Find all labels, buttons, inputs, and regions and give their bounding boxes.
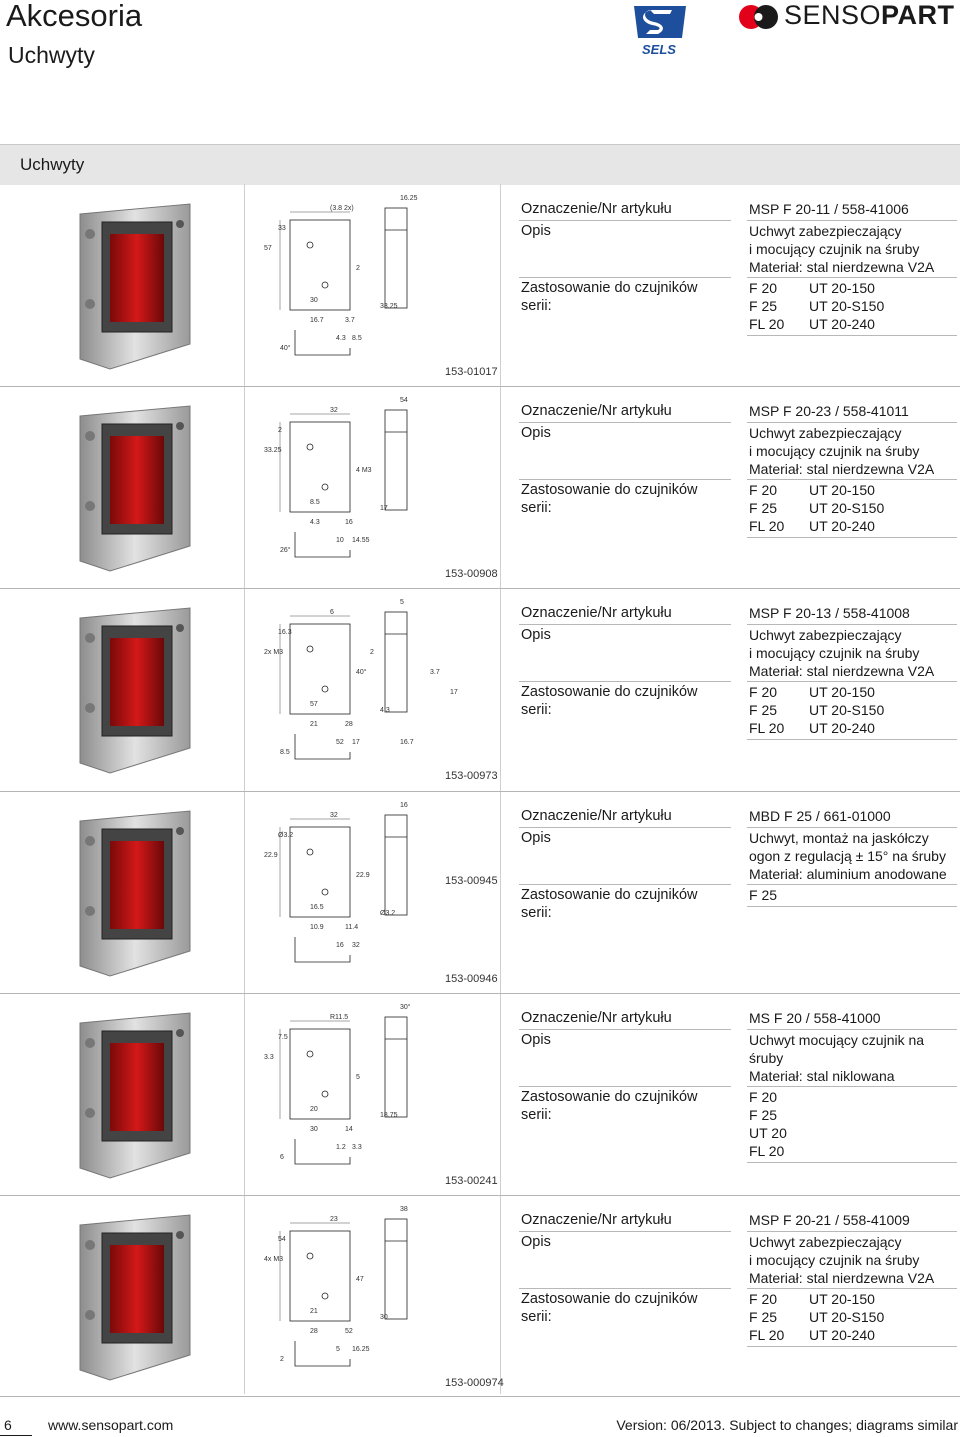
dimension-label: 40° xyxy=(356,669,367,676)
technical-drawing xyxy=(250,594,500,774)
description-line: i mocujący czujnik na śruby xyxy=(749,645,920,661)
page-number: 6 xyxy=(4,1417,12,1433)
dimension-label: 20 xyxy=(310,1106,318,1113)
series-row: F 25 UT 20-S150 xyxy=(749,298,885,314)
series-row: F 25 UT 20-S150 xyxy=(749,702,885,718)
dimension-label: 54 xyxy=(278,1236,286,1243)
dimension-label: 8.5 xyxy=(280,749,290,756)
dimension-label: 8.5 xyxy=(352,335,362,342)
dimension-label: 3.7 xyxy=(345,317,355,324)
dimension-label: 11.4 xyxy=(345,924,359,931)
article-number: MBD F 25 / 661-01000 xyxy=(749,808,891,824)
website-url: www.sensopart.com xyxy=(48,1417,174,1433)
dimension-label: 3.3 xyxy=(264,1054,274,1061)
description-line: i mocujący czujnik na śruby xyxy=(749,1252,920,1268)
dimension-label: Ø3.2 xyxy=(380,910,396,917)
dimension-label: 22.9 xyxy=(264,852,278,859)
description-line: Uchwyt zabezpieczający xyxy=(749,627,902,643)
dimension-label: 2 xyxy=(370,649,374,656)
description-label: Opis xyxy=(521,830,551,846)
dimension-label: 17 xyxy=(450,689,458,696)
technical-drawing xyxy=(250,392,500,572)
article-number: MSP F 20-21 / 558-41009 xyxy=(749,1212,910,1228)
dimension-label: 5 xyxy=(356,1074,360,1081)
description-label: Opis xyxy=(521,627,551,643)
dimension-label: 30° xyxy=(400,1004,411,1011)
series-row: FL 20 xyxy=(749,1143,785,1159)
dimension-label: (3.8 2x) xyxy=(330,205,354,212)
dimension-label: 14 xyxy=(345,1126,353,1133)
description-label: Opis xyxy=(521,425,551,441)
dimension-label: 5 xyxy=(400,599,404,606)
article-number: MSP F 20-13 / 558-41008 xyxy=(749,605,910,621)
application-label: Zastosowanie do czujników serii: xyxy=(521,887,698,921)
dimension-label: 4.3 xyxy=(310,519,320,526)
dimension-label: 8.5 xyxy=(310,499,320,506)
description-line: śruby xyxy=(749,1050,784,1066)
series-row: FL 20 UT 20-240 xyxy=(749,1327,875,1343)
article-number: MSP F 20-11 / 558-41006 xyxy=(749,201,909,217)
series-row: F 25 xyxy=(749,1107,778,1123)
dimension-label: 38 xyxy=(400,1206,408,1213)
product-photo xyxy=(40,801,240,981)
dimension-label: 3.3 xyxy=(352,1144,362,1151)
description-line: Materiał: stal niklowana xyxy=(749,1068,895,1084)
designation-label: Oznaczenie/Nr artykułu xyxy=(521,1010,672,1026)
drawing-code: 153-000974 xyxy=(445,1377,504,1389)
description-label: Opis xyxy=(521,1234,551,1250)
dimension-label: 21 xyxy=(310,1308,318,1315)
dimension-label: 7.5 xyxy=(278,1034,288,1041)
dimension-label: 2 xyxy=(278,427,282,434)
svg-text:SELS: SELS xyxy=(642,42,676,57)
series-list xyxy=(749,886,809,904)
designation-label: Oznaczenie/Nr artykułu xyxy=(521,403,672,419)
dimension-label: 16.7 xyxy=(400,739,414,746)
dimension-label: 16.25 xyxy=(352,1346,370,1353)
page-title: Akcesoria xyxy=(6,0,143,33)
description-line: Materiał: stal nierdzewna V2A xyxy=(749,1270,935,1286)
page-footer xyxy=(0,1412,960,1437)
dimension-label: 2x M3 xyxy=(264,649,284,656)
dimension-label: 18.75 xyxy=(380,1112,398,1119)
dimension-label: 17 xyxy=(380,505,388,512)
dimension-label: 16 xyxy=(336,942,344,949)
dimension-label: 32 xyxy=(352,942,360,949)
dimension-label: 57 xyxy=(264,245,272,252)
article-number: MSP F 20-23 / 558-41011 xyxy=(749,403,909,419)
application-label: Zastosowanie do czujników serii: xyxy=(521,280,698,314)
drawing-code: 153-00973 xyxy=(445,770,498,782)
dimension-label: 22.9 xyxy=(356,872,370,879)
section-band: Uchwyty xyxy=(0,144,960,185)
description-line: i mocujący czujnik na śruby xyxy=(749,443,920,459)
dimension-label: 30 xyxy=(310,297,318,304)
description-line: Uchwyt mocujący czujnik na xyxy=(749,1032,925,1048)
description-line: Materiał: stal nierdzewna V2A xyxy=(749,663,935,679)
dimension-label: 1.2 xyxy=(336,1144,346,1151)
description-label: Opis xyxy=(521,1032,551,1048)
series-row: F 25 UT 20-S150 xyxy=(749,1309,885,1325)
designation-label: Oznaczenie/Nr artykułu xyxy=(521,1212,672,1228)
dimension-label: 16.3 xyxy=(278,629,292,636)
series-list xyxy=(749,683,884,737)
dimension-label: 32 xyxy=(330,407,338,414)
page-subtitle: Uchwyty xyxy=(8,42,95,68)
dimension-label: 30 xyxy=(310,1126,318,1133)
dimension-label: 10.9 xyxy=(310,924,324,931)
dimension-label: 28 xyxy=(310,1328,318,1335)
designation-label: Oznaczenie/Nr artykułu xyxy=(521,605,672,621)
product-photo xyxy=(40,1205,240,1385)
dimension-label: Ø3.2 xyxy=(278,832,294,839)
product-photo xyxy=(40,598,240,778)
dimension-label: 4 M3 xyxy=(356,467,372,474)
drawing-code: 153-00908 xyxy=(445,568,498,580)
dimension-label: 17 xyxy=(352,739,360,746)
dimension-label: 2 xyxy=(280,1356,284,1363)
dimension-label: 30 xyxy=(380,1314,388,1321)
dimension-label: 6 xyxy=(280,1154,284,1161)
series-row: F 20 UT 20-150 xyxy=(749,482,875,498)
series-row: FL 20 UT 20-240 xyxy=(749,720,875,736)
dimension-label: 23 xyxy=(330,1216,338,1223)
product-photo xyxy=(40,1003,240,1183)
drawing-code: 153-01017 xyxy=(445,366,498,378)
product-photo xyxy=(40,396,240,576)
application-label: Zastosowanie do czujników serii: xyxy=(521,482,698,516)
dimension-label: 4.3 xyxy=(380,707,390,714)
dimension-label: 52 xyxy=(336,739,344,746)
drawing-code-2: 153-00946 xyxy=(445,973,498,985)
series-row: FL 20 UT 20-240 xyxy=(749,316,875,332)
sels-logo xyxy=(624,2,694,58)
application-label: Zastosowanie do czujników serii: xyxy=(521,1089,698,1123)
dimension-label: 33 xyxy=(278,225,286,232)
dimension-label: 16 xyxy=(345,519,353,526)
dimension-label: 16.5 xyxy=(310,904,324,911)
dimension-label: 57 xyxy=(310,701,318,708)
dimension-label: 14.55 xyxy=(352,537,370,544)
dimension-label: 10 xyxy=(336,537,344,544)
series-row: F 20 xyxy=(749,1089,778,1105)
technical-drawing xyxy=(250,797,500,977)
sensopart-dots-icon xyxy=(738,4,780,30)
application-label: Zastosowanie do czujników serii: xyxy=(521,684,698,718)
dimension-label: 4x M3 xyxy=(264,1256,284,1263)
description-line: Uchwyt zabezpieczający xyxy=(749,1234,902,1250)
dimension-label: 54 xyxy=(400,397,408,404)
dimension-label: 52 xyxy=(345,1328,353,1335)
description-label: Opis xyxy=(521,223,551,239)
series-row: UT 20 xyxy=(749,1125,787,1141)
description-line: Materiał: stal nierdzewna V2A xyxy=(749,461,935,477)
dimension-label: 3.7 xyxy=(430,669,440,676)
dimension-label: 16.7 xyxy=(310,317,324,324)
dimension-label: 6 xyxy=(330,609,334,616)
dimension-label: 2 xyxy=(356,265,360,272)
dimension-label: 16 xyxy=(400,802,408,809)
description-line: Uchwyt zabezpieczający xyxy=(749,425,902,441)
dimension-label: 47 xyxy=(356,1276,364,1283)
designation-label: Oznaczenie/Nr artykułu xyxy=(521,808,672,824)
article-number: MS F 20 / 558-41000 xyxy=(749,1010,881,1026)
series-list xyxy=(749,1290,884,1344)
description-line: Materiał: aluminium anodowane xyxy=(749,866,947,882)
product-photo xyxy=(40,194,240,374)
dimension-label: 28 xyxy=(345,721,353,728)
sensopart-logo: SENSOPART xyxy=(738,2,960,30)
series-row: F 20 UT 20-150 xyxy=(749,684,875,700)
dimension-label: 21 xyxy=(310,721,318,728)
series-row: F 20 UT 20-150 xyxy=(749,1291,875,1307)
dimension-label: 33.25 xyxy=(264,447,282,454)
technical-drawing xyxy=(250,1201,500,1381)
series-row: FL 20 UT 20-240 xyxy=(749,518,875,534)
dimension-label: 40° xyxy=(280,345,291,352)
designation-label: Oznaczenie/Nr artykułu xyxy=(521,201,672,217)
dimension-label: 5 xyxy=(336,1346,340,1353)
description-line: Uchwyt zabezpieczający xyxy=(749,223,902,239)
dimension-label: 16.25 xyxy=(400,195,418,202)
series-row: F 20 UT 20-150 xyxy=(749,280,875,296)
description-line: Materiał: stal nierdzewna V2A xyxy=(749,259,935,275)
series-row: F 25 UT 20-S150 xyxy=(749,500,885,516)
drawing-code: 153-00241 xyxy=(445,1175,498,1187)
description-line: i mocujący czujnik na śruby xyxy=(749,241,920,257)
description-line: Uchwyt, montaż na jaskółczy xyxy=(749,830,929,846)
series-row: F 25 xyxy=(749,887,778,903)
dimension-label: 33.25 xyxy=(380,303,398,310)
dimension-label: 4.3 xyxy=(336,335,346,342)
description-line: ogon z regulacją ± 15° na śruby xyxy=(749,848,946,864)
series-list xyxy=(749,1088,809,1160)
series-list xyxy=(749,279,884,333)
series-list xyxy=(749,481,884,535)
application-label: Zastosowanie do czujników serii: xyxy=(521,1291,698,1325)
dimension-label: 32 xyxy=(330,812,338,819)
dimension-label: R11.5 xyxy=(330,1014,349,1021)
dimension-label: 26° xyxy=(280,547,291,554)
technical-drawing xyxy=(250,999,500,1179)
drawing-code: 153-00945 xyxy=(445,875,498,887)
version-note: Version: 06/2013. Subject to changes; diagrams similar xyxy=(616,1417,958,1433)
technical-drawing xyxy=(250,190,500,370)
